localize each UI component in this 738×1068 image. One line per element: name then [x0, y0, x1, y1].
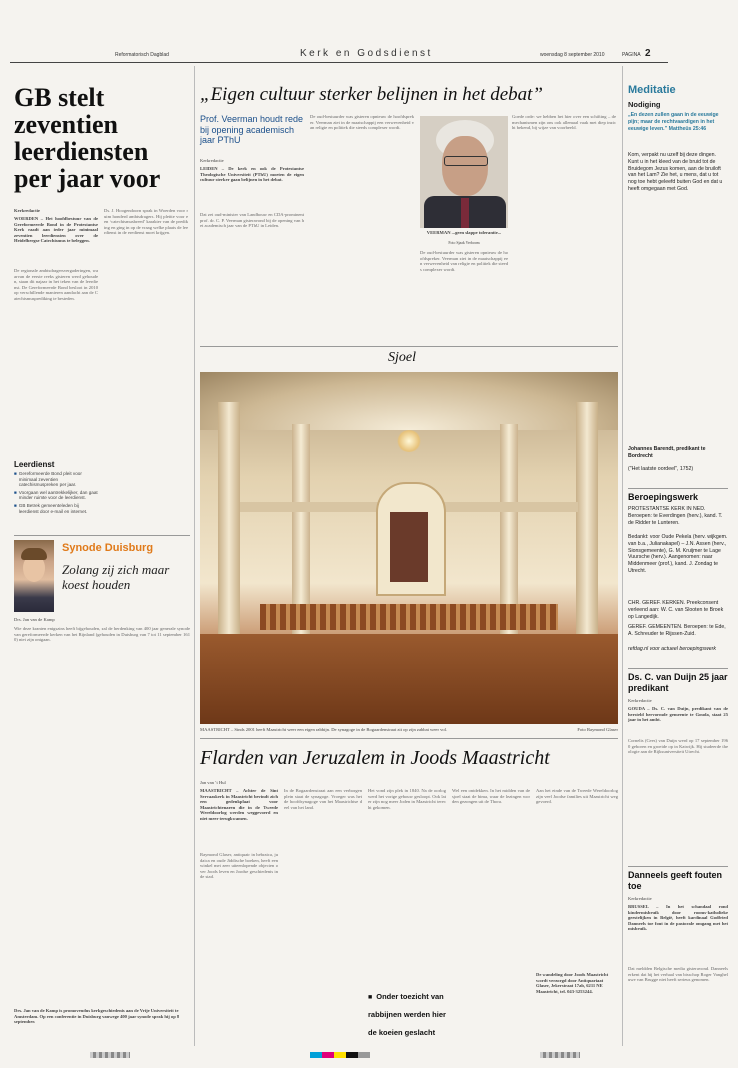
sjoel-caption: MAASTRICHT – Sinds 2001 heeft Maastricht weer een eigen rabbijn. De synagoge in de Bogaardenstraat zit op zijn zabbat weer vol.: [200, 727, 448, 732]
leerdienst-item: [14, 490, 98, 501]
danneels-kicker: Kerkredactie: [628, 896, 652, 901]
left-divider: [14, 535, 190, 536]
pews: [200, 634, 618, 724]
main-body-1: Dat zei oud-minister van Landbouw en CDA-prominent prof. dr. C. P. Veerman gisteravond bij de opening van het academisch jaar van de PThU in Leiden.: [200, 212, 304, 228]
van-duijn-rule: [628, 668, 728, 669]
van-duijn-kicker: Kerkredactie: [628, 698, 652, 703]
van-duijn-title: Ds. C. van Duijn 25 jaar predikant: [628, 672, 728, 693]
print-color-bar: [540, 1052, 580, 1058]
beroeping-body-4: GEREF. GEMEENTEN. Beroepen: te Ede, A. Schreuder te Rijssen-Zuid.: [628, 624, 726, 637]
header-page-number: 2: [645, 48, 651, 59]
meditatie-verse: „En dezen zullen gaan in de eeuwige pijn; maar de rechtvaardigen in het eeuwige leven.” Mattheüs 25:46: [628, 112, 719, 132]
main-body-2: De oud-bestuurder was gisteren opnieuw de hoofdspreker. Veerman ziet in de maatschappij een verwevenheid van religie en politiek die steeds complexer wordt.: [310, 114, 414, 130]
column-right-far: [576, 402, 598, 662]
beroeping-body-1: PROTESTANTSE KERK IN NED. Beroepen: te Everdingen (herv.), kand. T. de Ridder te Lunteren.: [628, 506, 723, 526]
synode-label: Synode Duisburg: [62, 542, 154, 554]
synagogue-photo: [200, 372, 618, 724]
main-headline: „Eigen cultuur sterker belijnen in het debat”: [200, 84, 544, 105]
danneels-lead: BRUSSEL – In het schandaal rond kindermisbruik door rooms-katholieke geestelijken in België, heeft kardinaal Godfried Danneels toe fout in de pastorale omgang met het misbruik.: [628, 904, 728, 932]
sjoel-rule: [200, 346, 618, 347]
header-page-label: PAGINA: [622, 52, 641, 58]
photo-tie: [461, 198, 469, 228]
left-headline: GB stelt zeventien leerdiensten per jaar voor: [14, 83, 161, 193]
lower-lead: MAASTRICHT – Achter de Sint Servaaskerk in Maastricht bevindt zich een gedenkplaat voor Maastrichtenaren die in de Tweede Wereldoorlog werden weggevoerd en niet meer terugkwamen.: [200, 788, 278, 821]
beroeping-body-3: CHR. GEREF. KERKEN. Preekconsent verleend aan: W. C. van Slooten te Broek op Langedijk.: [628, 600, 724, 620]
beroeping-web[interactable]: refdag.nl voor actueel beroepingswerk: [628, 646, 716, 652]
van-duijn-body: Cornelis (Cees) van Duijn werd op 17 september 1960 geboren en groeide op in Katwijk. Hij studeerde theologie aan de Rijksuniversiteit Utrecht.: [628, 738, 728, 754]
meditatie-signature: Johannes Barendt, predikant te Bordrecht: [628, 446, 706, 459]
meditatie-body: Kom, verpakt nu uzelf bij deze dingen. Kunt u in het kleed van de bruid tot de Bruidegom Jezus komen, aan de bruiloft van het Lam? Zie het, u mens, dat u tot nog toe hebt geleefd buiten God en dat u heeft omgegaan met God.: [628, 152, 723, 192]
lower-body-5: Aan het einde van de Tweede Wereldoorlog zijn veel Joodse families uit Maastricht weggevoerd.: [536, 788, 618, 804]
ceiling-arches: [200, 372, 618, 430]
left-body-2: Ds. J. Hoogendoorn sprak in Woerden voor ruim honderd ambtsdragers. Hij pleitte voor een ‘catechismusbreed’ karakter van de prediking en ging in op de vraag welke plaats de leerdienst in de eredienst moet krijgen.: [104, 208, 188, 235]
lower-author: Jan van ’t Hul: [200, 780, 226, 785]
lower-subhead: [368, 986, 446, 1040]
leerdienst-item: [14, 503, 98, 514]
veerman-photo: [420, 116, 508, 228]
bullet-icon: ■: [14, 489, 17, 495]
photo-glasses: [444, 156, 488, 166]
square-icon: ■: [368, 993, 373, 1001]
synode-body: Wie deze kranten enigszins heeft bijgehouden, zal de herdenking van 400 jaar generale synode van gereformeerde kerken van het Rijnland (gehouden in Duisburg van 7 tot 11 september 1610) niet zijn ontgaan.: [14, 626, 190, 642]
lower-subhead-text: Onder toezicht van rabbijnen werden hier de koeien geslacht: [368, 992, 446, 1037]
lower-body-4: Wel een ontdekken. In het midden van de sjoel staat de bima, waar de lezingen worden gezongen uit de Thora.: [452, 788, 530, 804]
photo-face: [442, 136, 488, 196]
main-body-extra: De oud-bestuurder was gisteren opnieuw de hoofdspreker. Veerman ziet in de maatschappij een verwevenheid van religie en politiek die steeds complexer wordt.: [420, 250, 508, 272]
meditatie-title: Meditatie: [628, 84, 676, 96]
synode-author: Drs. Jan van de Kamp: [14, 617, 55, 622]
bullet-icon: ■: [14, 502, 17, 508]
print-color-bar: [90, 1052, 130, 1058]
sjoel-label: Sjoel: [388, 350, 416, 365]
right-column-divider: [622, 66, 623, 1046]
header-paper-name: Reformatorisch Dagblad: [115, 52, 169, 58]
main-body-3: Goede orde: we hebben het hier over een schifting – de mechanismen zijn ons ook allemaal vaak met diep inzicht bekend, bij wijze van voorbeeld.: [512, 114, 616, 130]
chandelier: [396, 430, 422, 452]
main-sidehead: Prof. Veerman houdt rede bij opening academisch jaar PThU: [200, 114, 304, 145]
leerdienst-box: [14, 460, 98, 514]
meditatie-signature-note: ("Het laatste oordeel", 1752): [628, 466, 694, 472]
lower-body-2: In de Bogaardenstraat aan een verborgen plein staat de synagoge. Vroeger was het de hoofdsynagoge van het Maastrichtse deel van het land.: [284, 788, 362, 810]
beroeping-body-2: Bedankt: voor Oude Pekela (herv. wijkgem. van b.a., Julianakapel) – J.N. Assen (herv., Sionsgemeente), G. M. Kruijmer te Lage Vuursche (herv.). Aangenomen: naar Middenmeer (prof.), kand. J. Zondag te Utrecht.: [628, 534, 728, 574]
column-divider: [194, 66, 195, 1046]
synode-footnote: Drs. Jan van de Kamp is promovendus kerkgeschiedenis aan de Vrije Universiteit te Amsterdam. Op een conferentie in Duisburg vanwege 400 jaar synode sprak hij op 8 september.: [14, 1008, 180, 1025]
author-portrait: [14, 540, 54, 612]
header-rule: [10, 62, 668, 63]
portrait-hair: [21, 548, 47, 560]
lower-headline: Flarden van Jeruzalem in Joods Maastricht: [200, 747, 550, 769]
ark-curtain: [390, 512, 428, 582]
leerdienst-item-text: GB Betrek gemeenteleden bij leerdienst door e-mail en internet.: [18, 502, 88, 514]
lower-body-3: Het vond zijn plek in 1840. Na de oorlog werd het vorige gebouw gesloopt. Ook later zijn nog meer Joden in Maastricht terecht gekomen.: [368, 788, 446, 810]
print-color-bar: [310, 1052, 370, 1058]
main-kicker: Kerkredactie: [200, 158, 224, 163]
synode-headline: Zolang zij zich maar koest houden: [62, 562, 170, 592]
bima-rail: [260, 604, 558, 630]
danneels-body: Dat meldden Belgische media gisteravond. Danneels erkent dat hij het verhaal van bisschop Roger Vangheluwe van Brugge niet heeft serieus genomen.: [628, 966, 728, 982]
column-left-far: [218, 402, 240, 662]
lower-footnote: De wandeling door Joods Maastricht wordt verzorgd door Antiquariaat Glaser, Jekerstraat 17ab, 6211 NE Maastricht, tel. 043-3253244.: [536, 972, 609, 994]
left-lead: WOERDEN – Het hoofdbestuur van de Gereformeerde Bond in de Protestantse Kerk raadt aan ieder jaar minimaal zeventien leerdiensten over de Heidelbergse Catechismus te beleggen.: [14, 216, 98, 244]
van-duijn-lead: GOUDA – Ds. C. van Duijn, predikant van de hersteld hervormde gemeente te Gouda, staat 25 jaar in het ambt.: [628, 706, 728, 723]
main-lead: LEIDEN – De kerk en ook de Protestantse Theologische Universiteit (PThU) moeten de eigen cultuur sterker gaan belijnen in het debat.: [200, 166, 304, 183]
left-kicker: Kerkredactie: [14, 208, 40, 213]
leerdienst-item: [14, 471, 98, 488]
leerdienst-title: Leerdienst: [14, 460, 55, 469]
danneels-rule: [628, 866, 728, 867]
beroeping-rule: [628, 488, 728, 489]
danneels-title: Danneels geeft fouten toe: [628, 870, 723, 891]
veerman-caption: VEERMAN ...geen slappe tolerantie...: [426, 230, 502, 235]
sjoel-credit: Foto Raymond Glaser: [577, 727, 618, 732]
meditatie-subtitle: Nodiging: [628, 100, 661, 109]
left-body-1: De regionale ambtsdragersvergaderingen, waarvan de eerste reeks gisteren werd gehouden, staan dit najaar in het teken van de leerdienst. De Gereformeerde Bond besloot in 2010 op verschillende manieren aandacht aan de Catechismusprediking te besteden.: [14, 268, 98, 301]
beroeping-title: Beroepingswerk: [628, 492, 699, 502]
bullet-icon: ■: [14, 471, 17, 476]
lower-body-1: Raymond Glaser, antiquair in hebraica, judaica en oude Jiddische boeken, heeft een winkel met zeer uiteenlopende objecten over Joods leven en Joodse geschiedenis in de stad.: [200, 852, 278, 879]
veerman-credit: Foto Sjaak Verboom: [448, 241, 480, 245]
header-section: Kerk en Godsdienst: [300, 48, 433, 59]
leerdienst-item-text: Voorgaan wel aantrekkelijker, dan gaat minder ruimte voor de leerdienst.: [18, 489, 98, 501]
column-left: [292, 424, 310, 634]
leerdienst-item-text: Gereformeerde Bond pleit voor minimaal zeventien catechismuspreken per jaar.: [18, 471, 82, 488]
header-date: woensdag 8 september 2010: [540, 52, 605, 58]
column-right: [500, 424, 518, 634]
lower-rule: [200, 738, 618, 739]
